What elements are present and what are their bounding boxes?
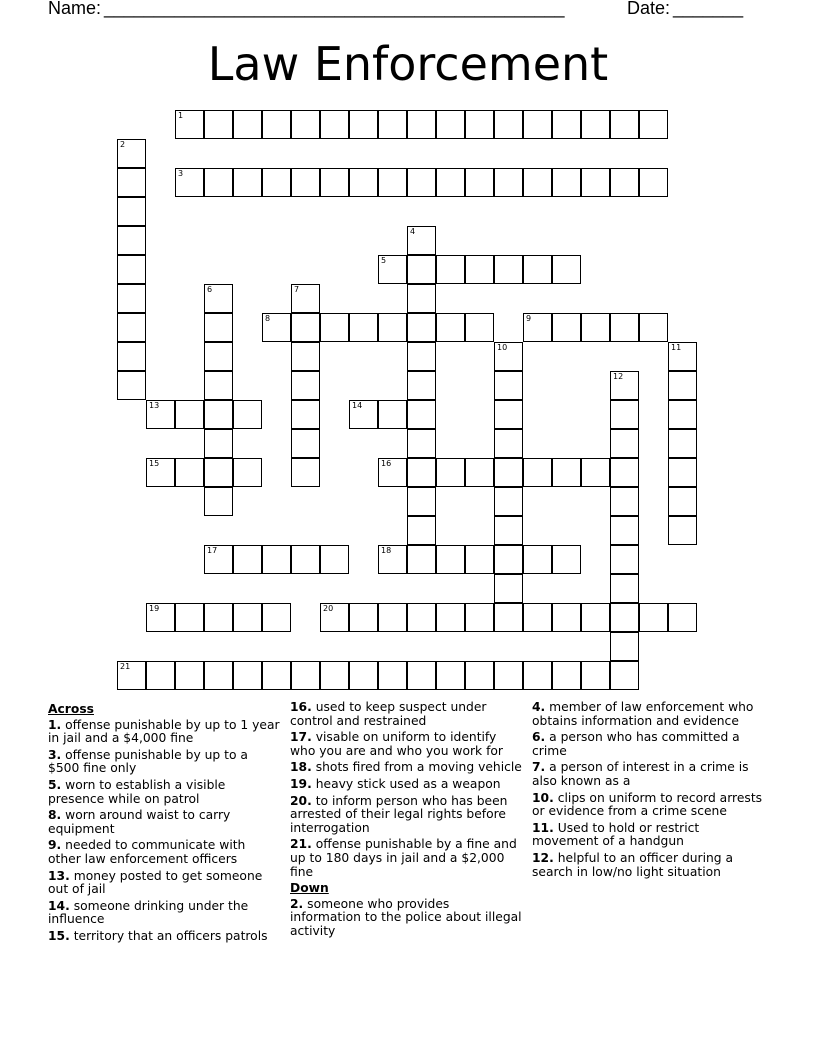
grid-cell[interactable] — [407, 458, 436, 487]
grid-cell[interactable] — [610, 313, 639, 342]
clue-number: 9 — [526, 314, 532, 323]
page-title: Law Enforcement — [207, 37, 609, 91]
grid-cell[interactable] — [581, 313, 610, 342]
grid-cell[interactable] — [436, 168, 465, 197]
grid-cell[interactable] — [407, 516, 436, 545]
grid-cell[interactable] — [407, 342, 436, 371]
grid-cell[interactable] — [407, 313, 436, 342]
grid-cell[interactable] — [494, 400, 523, 429]
grid-cell[interactable] — [378, 255, 407, 284]
grid-cell[interactable] — [146, 603, 175, 632]
clue-number: 5 — [381, 256, 387, 265]
grid-cell[interactable] — [407, 603, 436, 632]
grid-cell[interactable] — [610, 545, 639, 574]
clue-number: 13 — [149, 401, 160, 410]
grid-cell[interactable] — [610, 632, 639, 661]
grid-cell[interactable] — [233, 168, 262, 197]
grid-cell[interactable] — [117, 284, 146, 313]
grid-cell[interactable] — [204, 313, 233, 342]
clue-across-21: 21. offense punishable by a fine and up to 180 days in jail and a $2,000 fine — [290, 837, 517, 879]
grid-cell[interactable] — [262, 545, 291, 574]
grid-cell[interactable] — [291, 168, 320, 197]
grid-cell[interactable] — [552, 168, 581, 197]
grid-cell[interactable] — [610, 603, 639, 632]
grid-cell[interactable] — [233, 400, 262, 429]
grid-cell[interactable] — [320, 545, 349, 574]
date-label: Date: — [627, 0, 671, 18]
grid-cell[interactable] — [117, 139, 146, 168]
clue-column-1 — [48, 701, 280, 947]
grid-cell[interactable] — [610, 110, 639, 139]
grid-cell[interactable] — [668, 400, 697, 429]
grid-cell[interactable] — [494, 168, 523, 197]
clue-across-13: 13. money posted to get someone out of jail — [48, 868, 263, 897]
grid-cell[interactable] — [378, 458, 407, 487]
grid-cell[interactable] — [465, 255, 494, 284]
grid-cell[interactable] — [262, 110, 291, 139]
grid-cell[interactable] — [436, 661, 465, 690]
grid-cell[interactable] — [610, 400, 639, 429]
clue-number: 19 — [149, 604, 160, 613]
grid-cell[interactable] — [349, 313, 378, 342]
grid-cell[interactable] — [523, 661, 552, 690]
clue-number: 3 — [178, 169, 184, 178]
down-heading: Down — [290, 881, 329, 896]
grid-cell[interactable] — [523, 168, 552, 197]
grid-cell[interactable] — [552, 661, 581, 690]
grid-cell[interactable] — [610, 371, 639, 400]
grid-cell[interactable] — [494, 342, 523, 371]
date-field[interactable]: _______ — [673, 0, 744, 18]
grid-cell[interactable] — [175, 400, 204, 429]
grid-cell[interactable] — [494, 487, 523, 516]
grid-cell[interactable] — [117, 313, 146, 342]
grid-cell[interactable] — [668, 603, 697, 632]
grid-cell[interactable] — [610, 429, 639, 458]
clue-number: 15 — [149, 459, 160, 468]
grid-cell[interactable] — [204, 400, 233, 429]
grid-cell[interactable] — [668, 516, 697, 545]
clue-down-4: 4. member of law enforcement who obtains information and evidence — [532, 700, 754, 728]
grid-cell[interactable] — [407, 487, 436, 516]
grid-cell[interactable] — [117, 661, 146, 690]
grid-cell[interactable] — [494, 661, 523, 690]
grid-cell[interactable] — [378, 110, 407, 139]
grid-cell[interactable] — [407, 168, 436, 197]
grid-cell[interactable] — [581, 458, 610, 487]
grid-cell[interactable] — [146, 400, 175, 429]
clue-number: 8 — [265, 314, 271, 323]
clue-across-18: 18. shots fired from a moving vehicle — [290, 760, 522, 775]
clue-number: 16 — [381, 459, 392, 468]
grid-cell[interactable] — [378, 168, 407, 197]
grid-cell[interactable] — [146, 661, 175, 690]
grid-cell[interactable] — [349, 661, 378, 690]
grid-cell[interactable] — [291, 400, 320, 429]
grid-cell[interactable] — [204, 545, 233, 574]
grid-cell[interactable] — [436, 458, 465, 487]
clue-across-16: 16. used to keep suspect under control and restrained — [290, 700, 487, 728]
grid-cell[interactable] — [378, 313, 407, 342]
grid-cell[interactable] — [291, 110, 320, 139]
grid-cell[interactable] — [291, 458, 320, 487]
grid-cell[interactable] — [436, 603, 465, 632]
grid-cell[interactable] — [639, 313, 668, 342]
clue-down-7: 7. a person of interest in a crime is also known as a — [532, 760, 749, 788]
grid-cell[interactable] — [117, 226, 146, 255]
grid-cell[interactable] — [494, 516, 523, 545]
clue-across-20: 20. to inform person who has been arrested of their legal rights before interrogation — [290, 793, 508, 835]
grid-cell[interactable] — [291, 313, 320, 342]
grid-cell[interactable] — [552, 110, 581, 139]
grid-cell[interactable] — [175, 458, 204, 487]
grid-cell[interactable] — [523, 110, 552, 139]
clue-across-1: 1. offense punishable by up to 1 year in jail and a $4,000 fine — [48, 717, 280, 746]
grid-cell[interactable] — [465, 110, 494, 139]
grid-cell[interactable] — [349, 110, 378, 139]
grid-cell[interactable] — [610, 516, 639, 545]
clue-number: 14 — [352, 401, 363, 410]
grid-cell[interactable] — [117, 342, 146, 371]
clue-column-2 — [290, 701, 522, 942]
grid-cell[interactable] — [494, 371, 523, 400]
grid-cell[interactable] — [233, 458, 262, 487]
grid-cell[interactable] — [436, 255, 465, 284]
grid-cell[interactable] — [494, 255, 523, 284]
grid-cell[interactable] — [117, 197, 146, 226]
grid-cell[interactable] — [320, 168, 349, 197]
grid-cell[interactable] — [552, 603, 581, 632]
clue-number: 18 — [381, 546, 392, 555]
grid-cell[interactable] — [262, 661, 291, 690]
grid-cell[interactable] — [117, 371, 146, 400]
grid-cell[interactable] — [465, 603, 494, 632]
grid-cell[interactable] — [320, 603, 349, 632]
clue-number: 6 — [207, 285, 213, 294]
grid-cell[interactable] — [436, 545, 465, 574]
grid-cell[interactable] — [494, 574, 523, 603]
clue-across-9: 9. needed to communicate with other law enforcement officers — [48, 838, 246, 866]
grid-cell[interactable] — [262, 313, 291, 342]
grid-cell[interactable] — [320, 110, 349, 139]
grid-cell[interactable] — [204, 342, 233, 371]
grid-cell[interactable] — [465, 661, 494, 690]
grid-cell[interactable] — [581, 110, 610, 139]
clue-number: 20 — [323, 604, 334, 613]
grid-cell[interactable] — [407, 110, 436, 139]
grid-cell[interactable] — [581, 603, 610, 632]
grid-cell[interactable] — [204, 371, 233, 400]
clue-across-8: 8. worn around waist to carry equipment — [48, 808, 231, 836]
grid-cell[interactable] — [581, 661, 610, 690]
grid-cell[interactable] — [407, 661, 436, 690]
grid-cell[interactable] — [175, 168, 204, 197]
grid-cell[interactable] — [407, 284, 436, 313]
clue-number: 2 — [120, 140, 126, 149]
grid-cell[interactable] — [610, 487, 639, 516]
grid-cell[interactable] — [581, 168, 610, 197]
grid-cell[interactable] — [262, 603, 291, 632]
grid-cell[interactable] — [349, 603, 378, 632]
grid-cell[interactable] — [175, 603, 204, 632]
grid-cell[interactable] — [204, 603, 233, 632]
grid-cell[interactable] — [146, 458, 175, 487]
clue-number: 21 — [120, 662, 131, 671]
grid-cell[interactable] — [523, 603, 552, 632]
clue-number: 17 — [207, 546, 218, 555]
clue-number: 7 — [294, 285, 300, 294]
clue-number: 10 — [497, 343, 508, 352]
grid-cell[interactable] — [291, 284, 320, 313]
grid-cell[interactable] — [117, 255, 146, 284]
grid-cell[interactable] — [407, 400, 436, 429]
grid-cell[interactable] — [204, 168, 233, 197]
grid-cell[interactable] — [639, 168, 668, 197]
clue-across-19: 19. heavy stick used as a weapon — [290, 776, 501, 791]
grid-cell[interactable] — [668, 429, 697, 458]
grid-cell[interactable] — [320, 313, 349, 342]
clue-number: 11 — [671, 343, 682, 352]
grid-cell[interactable] — [668, 487, 697, 516]
grid-cell[interactable] — [639, 603, 668, 632]
grid-cell[interactable] — [436, 313, 465, 342]
grid-cell[interactable] — [378, 603, 407, 632]
grid-cell[interactable] — [552, 545, 581, 574]
grid-cell[interactable] — [494, 458, 523, 487]
grid-cell[interactable] — [610, 661, 639, 690]
grid-cell[interactable] — [320, 661, 349, 690]
grid-cell[interactable] — [494, 545, 523, 574]
grid-cell[interactable] — [117, 168, 146, 197]
grid-cell[interactable] — [378, 545, 407, 574]
grid-cell[interactable] — [494, 429, 523, 458]
grid-cell[interactable] — [175, 661, 204, 690]
grid-cell[interactable] — [610, 574, 639, 603]
grid-cell[interactable] — [175, 110, 204, 139]
grid-cell[interactable] — [233, 603, 262, 632]
grid-cell[interactable] — [204, 661, 233, 690]
grid-cell[interactable] — [378, 661, 407, 690]
grid-cell[interactable] — [523, 545, 552, 574]
grid-cell[interactable] — [523, 458, 552, 487]
grid-cell[interactable] — [639, 110, 668, 139]
grid-cell[interactable] — [407, 545, 436, 574]
clue-down-11: 11. Used to hold or restrict movement of a handgun — [532, 820, 700, 849]
grid-cell[interactable] — [494, 603, 523, 632]
name-label: Name: — [48, 0, 102, 18]
clue-across-5: 5. worn to establish a visible presence while on patrol — [48, 777, 226, 806]
grid-cell[interactable] — [291, 429, 320, 458]
name-field[interactable]: ______________________________________________ — [104, 0, 565, 18]
clue-number: 4 — [410, 227, 416, 236]
grid-cell[interactable] — [233, 110, 262, 139]
grid-cell[interactable] — [407, 226, 436, 255]
clue-across-14: 14. someone drinking under the influence — [48, 898, 249, 927]
grid-cell[interactable] — [552, 313, 581, 342]
grid-cell[interactable] — [204, 284, 233, 313]
clue-down-6: 6. a person who has committed a crime — [532, 730, 740, 758]
grid-cell[interactable] — [407, 429, 436, 458]
grid-cell[interactable] — [552, 458, 581, 487]
grid-cell[interactable] — [610, 458, 639, 487]
grid-cell[interactable] — [262, 168, 291, 197]
grid-cell[interactable] — [204, 487, 233, 516]
grid-cell[interactable] — [465, 168, 494, 197]
grid-cell[interactable] — [204, 458, 233, 487]
clue-number: 12 — [613, 372, 624, 381]
across-heading: Across — [48, 702, 94, 716]
grid-cell[interactable] — [291, 342, 320, 371]
grid-cell[interactable] — [349, 168, 378, 197]
grid-cell[interactable] — [233, 661, 262, 690]
grid-cell[interactable] — [668, 458, 697, 487]
clue-across-15: 15. territory that an officers patrols — [48, 928, 268, 943]
grid-cell[interactable] — [204, 110, 233, 139]
grid-cell[interactable] — [668, 342, 697, 371]
clue-down-10: 10. clips on uniform to record arrests or evidence from a crime scene — [532, 790, 763, 819]
grid-cell[interactable] — [378, 400, 407, 429]
clue-number: 1 — [178, 111, 184, 120]
clue-down-2: 2. someone who provides information to the police about illegal activity — [290, 896, 522, 938]
grid-cell[interactable] — [233, 545, 262, 574]
grid-cell[interactable] — [465, 458, 494, 487]
grid-cell[interactable] — [494, 110, 523, 139]
grid-cell[interactable] — [523, 255, 552, 284]
grid-cell[interactable] — [407, 371, 436, 400]
clue-column-3 — [532, 701, 764, 882]
grid-cell[interactable] — [204, 429, 233, 458]
grid-cell[interactable] — [436, 110, 465, 139]
clue-down-12: 12. helpful to an officer during a search in low/no light situation — [532, 850, 734, 879]
clue-across-3: 3. offense punishable by up to a $500 fine only — [48, 747, 248, 776]
grid-cell[interactable] — [465, 313, 494, 342]
grid-cell[interactable] — [465, 545, 494, 574]
grid-cell[interactable] — [349, 400, 378, 429]
grid-cell[interactable] — [291, 371, 320, 400]
grid-cell[interactable] — [552, 255, 581, 284]
grid-cell[interactable] — [668, 371, 697, 400]
grid-cell[interactable] — [291, 545, 320, 574]
grid-cell[interactable] — [523, 313, 552, 342]
grid-cell[interactable] — [291, 661, 320, 690]
grid-cell[interactable] — [407, 255, 436, 284]
clue-across-17: 17. visable on uniform to identify who you are and who you work for — [290, 730, 503, 758]
grid-cell[interactable] — [610, 168, 639, 197]
